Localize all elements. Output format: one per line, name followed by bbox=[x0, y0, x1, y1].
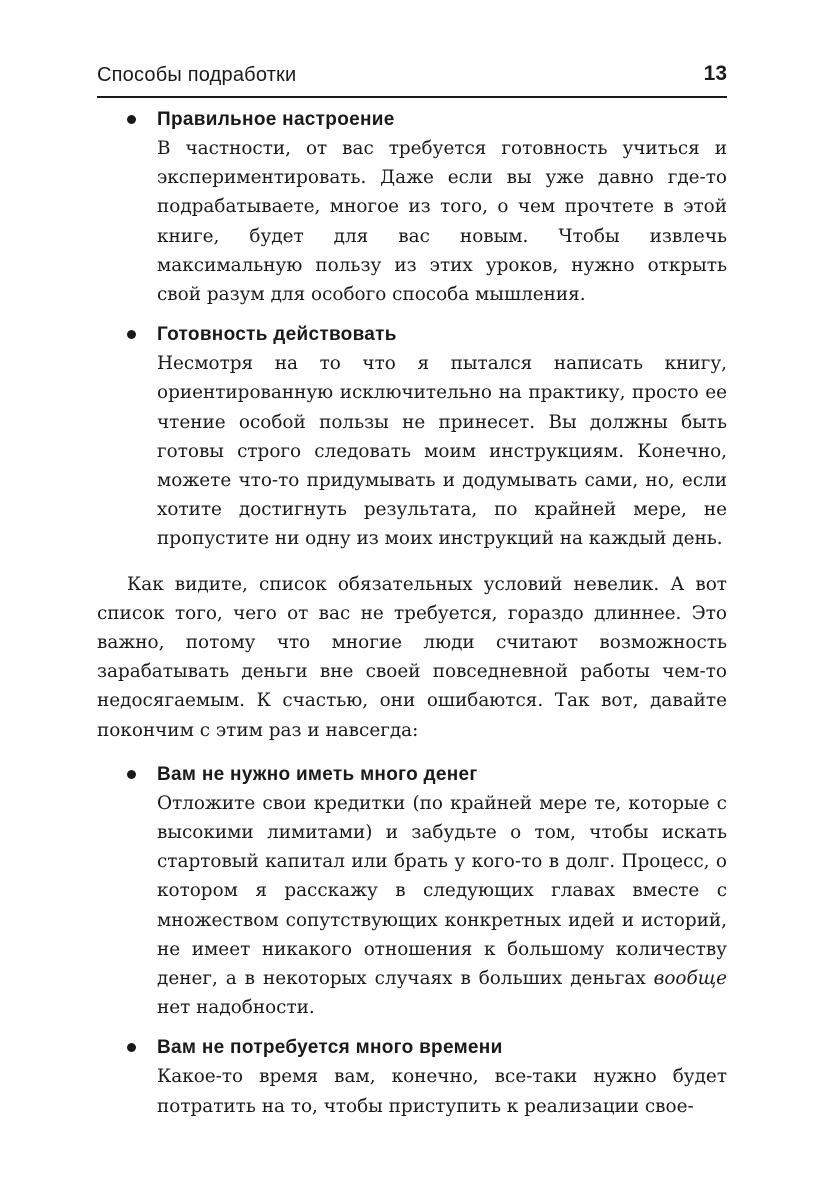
list-item-text bbox=[157, 789, 727, 1023]
list-item-title: Правильное настроение bbox=[157, 109, 395, 130]
bullet-icon bbox=[127, 115, 136, 124]
bullet-icon bbox=[127, 330, 136, 339]
bullet-icon bbox=[127, 770, 136, 779]
list-item bbox=[97, 106, 727, 309]
page-number: 13 bbox=[703, 62, 727, 85]
emphasis-text: вообще bbox=[653, 968, 727, 990]
list-item bbox=[97, 321, 727, 553]
list-item-title: Вам не нужно иметь много денег bbox=[157, 763, 478, 785]
text-segment: нет надобности. bbox=[157, 997, 315, 1019]
list-item-text: Какое-то время вам, конечно, все-таки нужно будет потратить на то, чтобы приступить к реализации свое- bbox=[157, 1066, 727, 1117]
list-item-title: Вам не потребуется много времени bbox=[157, 1037, 503, 1059]
list-item-text: В частности, от вас требуется готовность учиться и экспериментировать. Даже если вы уже давно где-то подрабатываете, многое из того, о чем прочтете в этой книге, будет для вас новым. Чтобы извлечь максимальную пользу из этих уроков, нужно открыть свой разум для особого способа мышления. bbox=[157, 138, 727, 306]
section-title: Способы подработки bbox=[97, 64, 297, 86]
running-head bbox=[97, 62, 727, 98]
list-item bbox=[97, 761, 727, 1023]
text-segment: Отложите свои кредитки (по крайней мере те, которые с высокими лимитами) и забудьте о том, чтобы искать стартовый капитал или брать у кого-то в долг. Процесс, о котором я расскажу в следующих главах вместе с множеством сопутствующих конкретных идей и историй, не имеет никакого отношения к большому количеству денег, а в некоторых случаях в больших деньгах bbox=[157, 792, 727, 990]
list-item bbox=[97, 1034, 727, 1120]
page-content bbox=[97, 106, 727, 1121]
bullet-icon bbox=[127, 1043, 136, 1052]
list-item-title: Готовность действовать bbox=[157, 324, 397, 346]
body-paragraph: Как видите, список обязательных условий невелик. А вот список того, чего от вас не требуется, гораздо длиннее. Это важно, потому что многие люди считают возможность зарабатывать деньги вне своей повседневной работы чем-то недосягаемым. К счастью, они ошибаются. Так вот, давайте покончим с этим раз и навсегда: bbox=[97, 573, 727, 741]
list-item-text: Несмотря на то что я пытался написать книгу, ориентированную исключительно на практику, просто ее чтение особой пользы не принесет. Вы должны быть готовы строго следовать моим инструкциям. Конечно, можете что-то придумывать и додумывать сами, но, если хотите достигнуть результата, по крайней мере, не пропустите ни одну из моих инструкций на каждый день. bbox=[157, 353, 727, 550]
